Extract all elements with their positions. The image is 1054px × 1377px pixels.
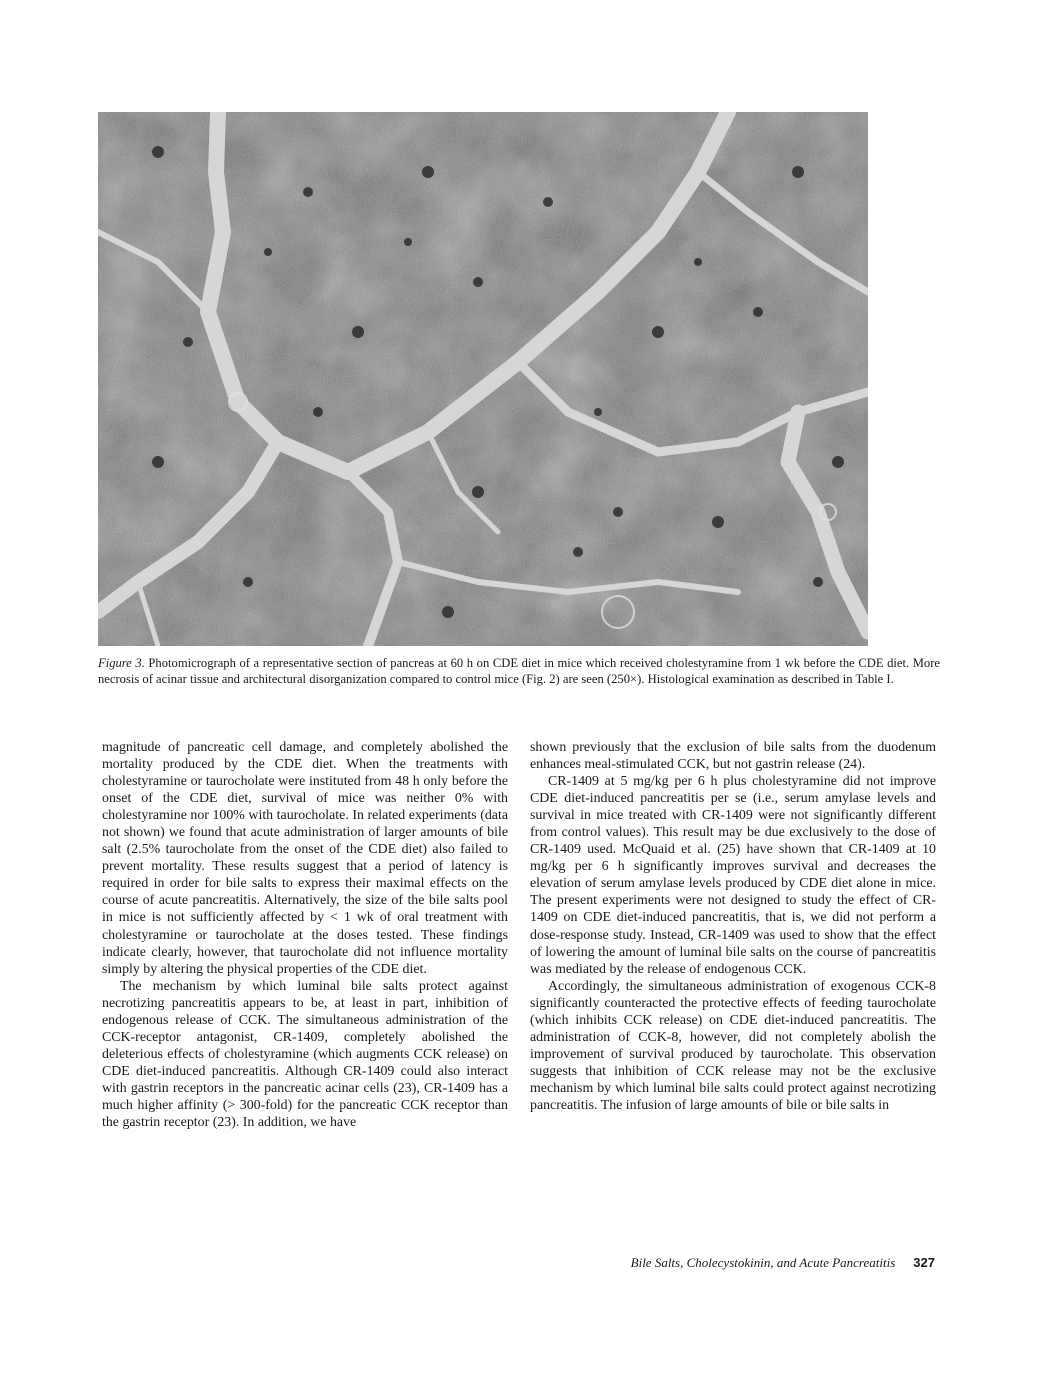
left-column bbox=[102, 739, 508, 1131]
running-title: Bile Salts, Cholecystokinin, and Acute Pancreatitis bbox=[630, 1255, 896, 1270]
paragraph: Accordingly, the simultaneous administration of exogenous CCK-8 significantly counteracted the protective effects of feeding taurocholate (which inhibits CCK release) on CDE diet-induced pancreatitis. The administration of CCK-8, however, did not completely abolish the improvement of survival produced by taurocholate. This observation suggests that inhibition of CCK release may not be the exclusive mechanism by which luminal bile salts could protect against necrotizing pancreatitis. The infusion of large amounts of bile or bile salts in bbox=[530, 978, 936, 1113]
caption-label: Figure 3. bbox=[98, 656, 145, 670]
right-column bbox=[530, 739, 936, 1114]
page-footer bbox=[631, 1255, 935, 1271]
figure-3-photomicrograph bbox=[98, 112, 868, 646]
photomicrograph-image bbox=[98, 112, 868, 646]
paragraph: magnitude of pancreatic cell damage, and completely abolished the mortality produced by the CDE diet. When the treatments with cholestyramine or taurocholate were instituted from 48 h only before the onset of the CDE diet, survival of mice was neither 0% with cholestyramine nor 100% with taurocholate. In related experiments (data not shown) we found that acute administration of larger amounts of bile salt (2.5% taurocholate from the onset of the CDE diet) also failed to prevent mortality. These results suggest that a period of latency is required in order for bile salts to express their maximal effects on the course of acute pancreatitis. Alternatively, the size of the bile salts pool in mice is not sufficiently affected by < 1 wk of oral treatment with cholestyramine or taurocholate at the doses tested. These findings indicate clearly, however, that taurocholate did not influence mortality simply by altering the physical properties of the CDE diet. bbox=[102, 740, 508, 977]
page-number: 327 bbox=[913, 1255, 935, 1270]
figure-caption bbox=[98, 656, 940, 687]
paragraph: The mechanism by which luminal bile salts protect against necrotizing pancreatitis appears to be, at least in part, inhibition of endogenous release of CCK. The simultaneous administration of the CCK-receptor antagonist, CR-1409, completely abolished the deleterious effects of cholestyramine (which augments CCK release) on CDE diet-induced pancreatitis. Although CR-1409 could also interact with gastrin receptors in the pancreatic acinar cells (23), CR-1409 has a much higher affinity (> 300-fold) for the pancreatic CCK receptor than the gastrin receptor (23). In addition, we have bbox=[102, 978, 508, 1131]
paragraph: CR-1409 at 5 mg/kg per 6 h plus cholestyramine did not improve CDE diet-induced pancreatitis per se (i.e., serum amylase levels and survival in mice treated with CR-1409 were not significantly different from control values). This result may be due exclusively to the dose of CR-1409 used. McQuaid et al. (25) have shown that CR-1409 at 10 mg/kg per 6 h significantly improves survival and decreases the elevation of serum amylase levels produced by CDE diet alone in mice. The present experiments were not designed to study the effect of CR-1409 on CDE diet-induced pancreatitis, that is, we did not perform a dose-response study. Instead, CR-1409 was used to show that the effect of lowering the amount of luminal bile salts on the course of pancreatitis was mediated by the release of endogenous CCK. bbox=[530, 774, 936, 977]
caption-text: Photomicrograph of a representative section of pancreas at 60 h on CDE diet in mice which received cholestyramine from 1 wk before the CDE diet. More necrosis of acinar tissue and architectural disorganization compared to control mice (Fig. 2) are seen (250×). Histological examination as described in Table I. bbox=[98, 656, 940, 686]
paragraph: shown previously that the exclusion of bile salts from the duodenum enhances meal-stimulated CCK, but not gastrin release (24). bbox=[530, 740, 936, 773]
